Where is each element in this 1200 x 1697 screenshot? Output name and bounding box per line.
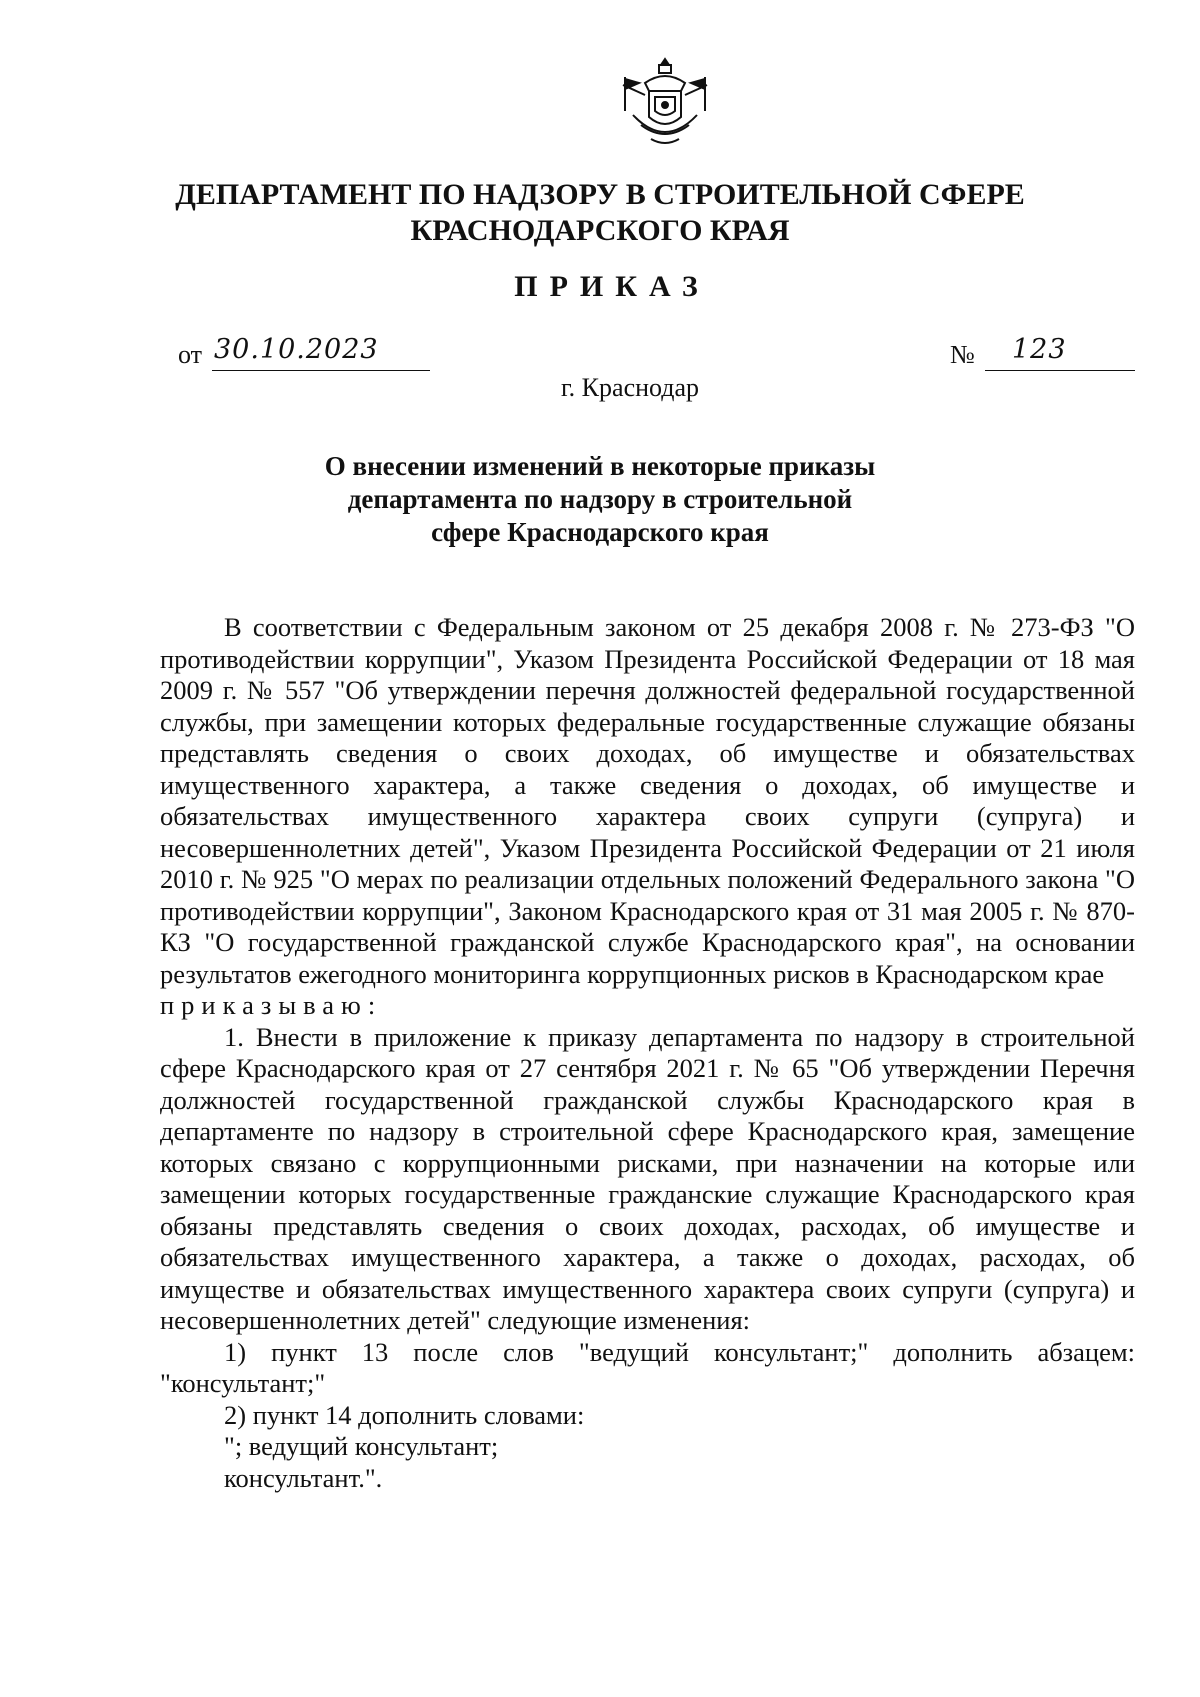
subject-line1: О внесении изменений в некоторые приказы	[324, 451, 876, 481]
date-underline	[212, 370, 430, 371]
department-name-line2: КРАСНОДАРСКОГО КРАЯ	[410, 214, 790, 247]
item-1-2-paragraph: 2) пункт 14 дополнить словами:	[224, 1399, 585, 1430]
number-prefix: №	[950, 340, 975, 369]
item-1-2-addition-a: "; ведущий консультант;	[224, 1431, 499, 1461]
preamble-paragraph: В соответствии с Федеральным законом от 25 декабря 2008 г. № 273-ФЗ "О противодействии коррупции", Указом Президента Российской Федерации от 18 мая 2009 г. № 557 "Об утверждении перечня должностей федеральной государственной службы, при замещении которых федеральные государственные служащие обязаны представлять сведения о своих доходах, об имуществе и обязательствах имущественного характера, а также сведения о доходах, об имуществе и обязательствах имущественного характера своих супруги (супруга) и несовершеннолетних детей", Указом Президента Российской Федерации от 21 июля 2010 г. № 925 "О мерах по реализации отдельных положений Федерального закона "О противодействии коррупции", Законом Краснодарского края от 31 мая 2005 г. № 870-КЗ "О государственной гражданской службе Краснодарского края", на основании результатов ежегодного мониторинга коррупционных рисков в Краснодарском крае	[160, 612, 1135, 989]
handwritten-date: 30.10.2023	[214, 334, 379, 365]
subject-line3: сфере Краснодарского края	[431, 517, 769, 547]
subject-line2: департамента по надзору в строительной	[347, 484, 853, 514]
coat-of-arms-emblem	[615, 55, 715, 155]
item-1-paragraph: 1. Внести в приложение к приказу департамента по надзору в строительной сфере Краснодарского края от 27 сентября 2021 г. № 65 "Об утверждении Перечня должностей государственной гражданской службы Краснодарского края в департаменте по надзору в строительной сфере Краснодарского края, замещение которых связано с коррупционными рисками, при назначении на которые или замещении которых государственные гражданские служащие Краснодарского края обязаны представлять сведения о своих доходах, расходах, об имуществе и обязательствах имущественного характера, а также о доходах, расходах, об имуществе и обязательствах имущественного характера своих супруги (супруга) и несовершеннолетних детей" следующие изменения:	[160, 1021, 1135, 1335]
document-type-title: ПРИКАЗ	[514, 270, 710, 303]
handwritten-number: 123	[1012, 334, 1067, 365]
order-word: приказываю:	[160, 990, 383, 1020]
item-1-2-addition-b: консультант.".	[224, 1462, 383, 1493]
item-1-1-paragraph: 1) пункт 13 после слов "ведущий консультант;" дополнить абзацем: "консультант;"	[160, 1336, 1135, 1398]
number-underline	[985, 370, 1135, 371]
department-name-line1: ДЕПАРТАМЕНТ ПО НАДЗОРУ В СТРОИТЕЛЬНОЙ СФЕРЕ	[175, 178, 1025, 211]
date-prefix: от	[178, 340, 203, 369]
document-subject	[0, 450, 1200, 549]
city: г. Краснодар	[560, 373, 700, 402]
document-body	[160, 612, 1135, 1494]
